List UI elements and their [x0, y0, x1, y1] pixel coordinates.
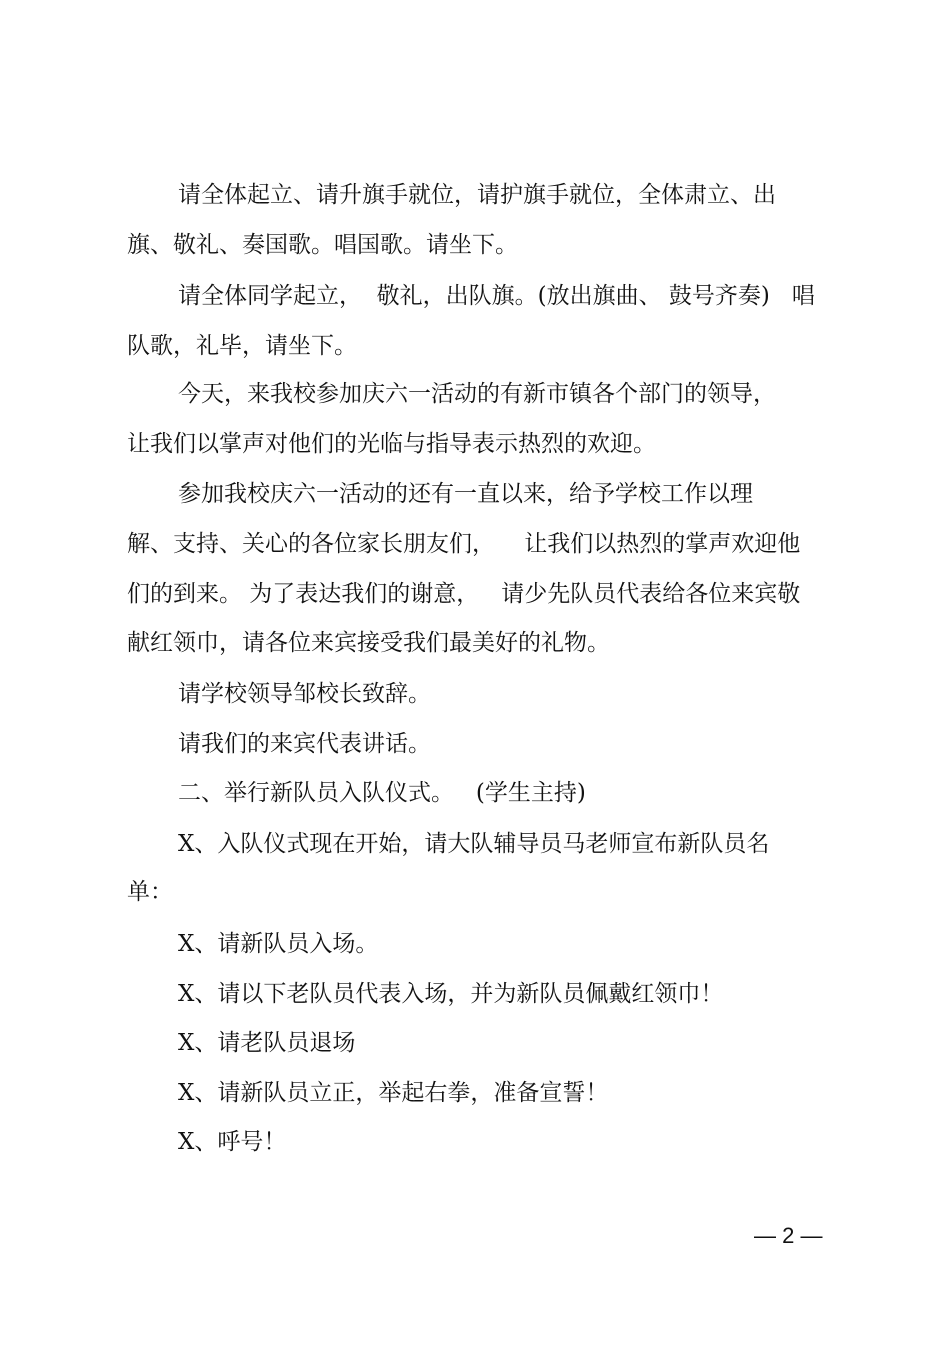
text-line: 旗、敬礼、奏国歌。唱国歌。请坐下。	[127, 232, 518, 258]
text-line: X、请以下老队员代表入场，并为新队员佩戴红领巾！	[178, 981, 724, 1007]
text-line: X、入队仪式现在开始，请大队辅导员马老师宣布新队员名	[178, 831, 770, 857]
text-line: 解、支持、关心的各位家长朋友们， 让我们以热烈的掌声欢迎他	[127, 531, 801, 557]
text-line: 参加我校庆六一活动的还有一直以来，给予学校工作以理	[178, 481, 753, 507]
text-line: 单：	[127, 879, 173, 905]
text-line: 献红领巾，请各位来宾接受我们最美好的礼物。	[127, 630, 610, 656]
text-line: X、请老队员退场	[178, 1030, 356, 1056]
text-line: 今天，来我校参加庆六一活动的有新市镇各个部门的领导，	[178, 381, 776, 407]
text-line: 们的到来。 为了表达我们的谢意， 请少先队员代表给各位来宾敬	[127, 581, 801, 607]
text-line: 队歌，礼毕，请坐下。	[127, 333, 357, 359]
text-line: 请全体起立、请升旗手就位，请护旗手就位，全体肃立、出	[178, 182, 776, 208]
page-number: — 2 —	[754, 1223, 823, 1248]
text-line: X、请新队员立正，举起右拳，准备宣誓！	[178, 1080, 609, 1106]
text-line: X、呼号！	[178, 1129, 287, 1155]
text-line: 请学校领导邹校长致辞。	[178, 681, 431, 707]
text-line: 请我们的来宾代表讲话。	[178, 731, 431, 757]
text-line: 请全体同学起立， 敬礼，出队旗。(放出旗曲、 鼓号齐奏) 唱	[178, 283, 815, 309]
text-line: 让我们以掌声对他们的光临与指导表示热烈的欢迎。	[127, 431, 656, 457]
section-heading: 二、举行新队员入队仪式。 (学生主持)	[178, 780, 586, 806]
text-line: X、请新队员入场。	[178, 931, 379, 957]
